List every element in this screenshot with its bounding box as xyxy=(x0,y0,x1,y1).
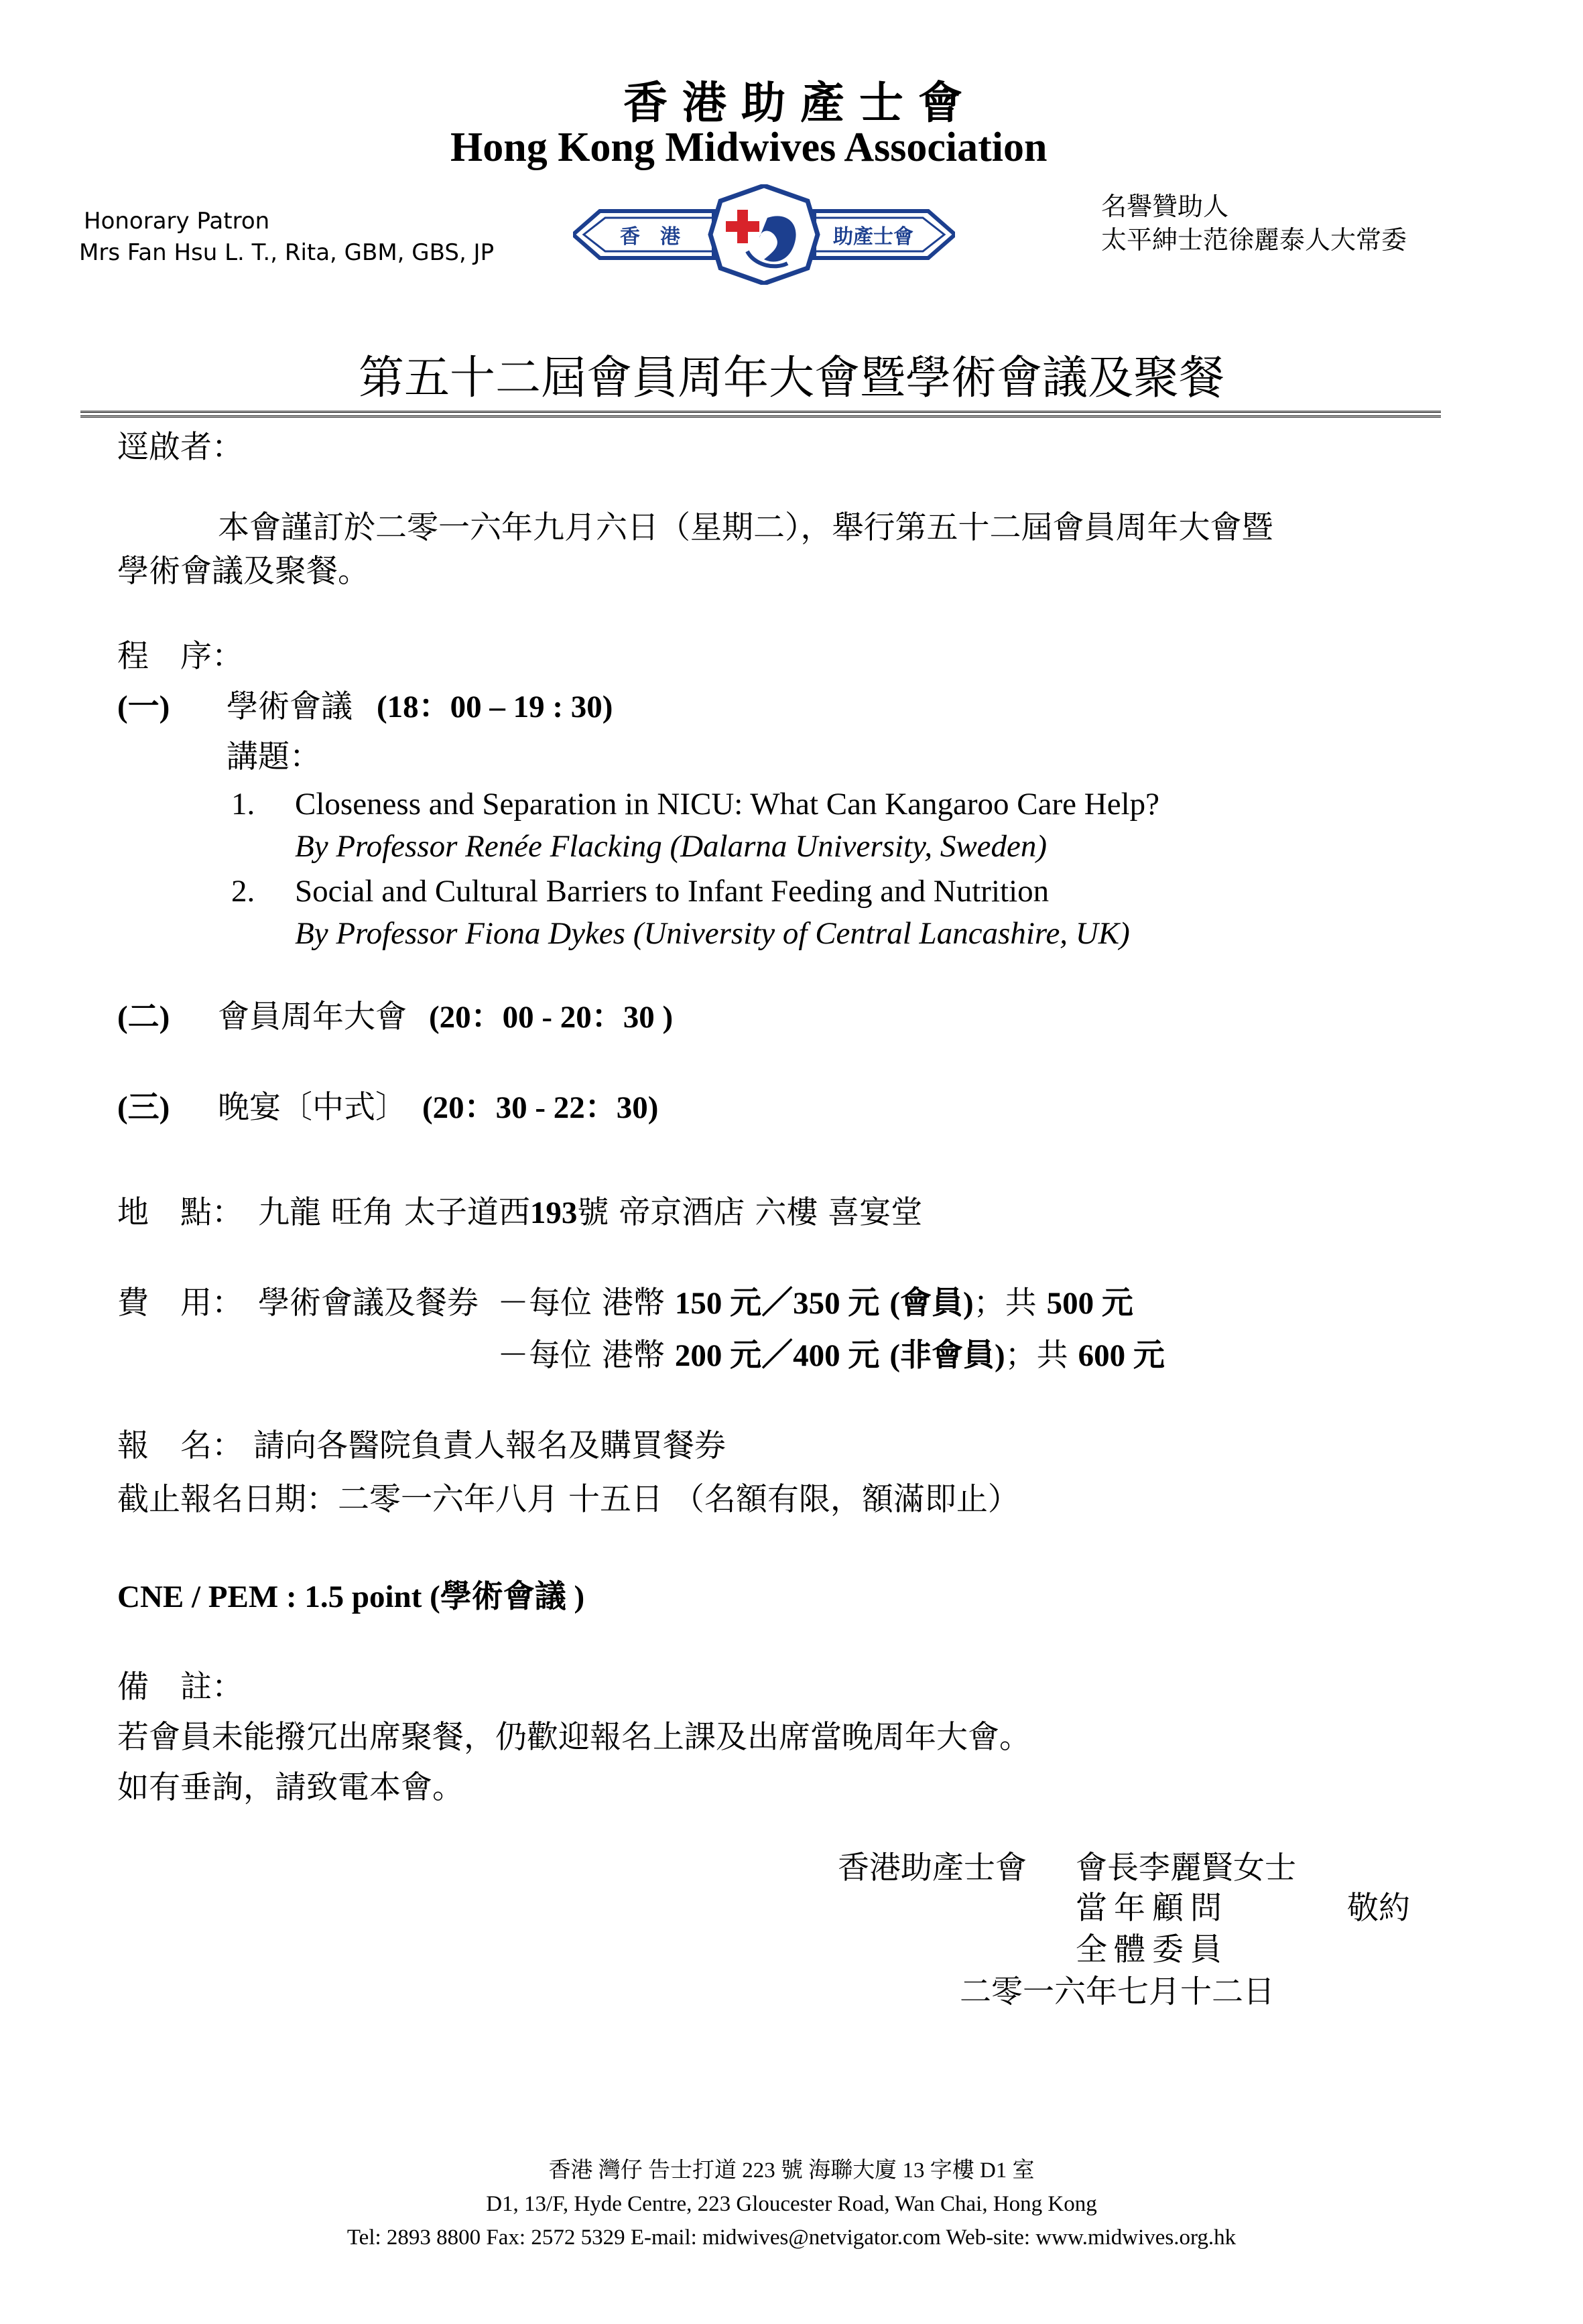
title-divider xyxy=(80,411,1441,417)
venue-hall: 喜宴堂 xyxy=(828,1194,923,1231)
signature-date: 二零一六年七月十二日 xyxy=(960,1974,1275,2010)
talk-1-title: Closeness and Separation in NICU: What Can Kangaroo Care Help? xyxy=(295,787,1159,822)
org-chinese-name: 香港助產士會 xyxy=(623,79,977,128)
fees-label: 費 用： xyxy=(117,1285,243,1321)
item1-label: 學術會議 xyxy=(227,688,353,725)
fees-nonmember-line: －每位 港幣 200 元／400 元 (非會員)；共 600 元 xyxy=(497,1337,1165,1374)
talk-2-speaker: By Professor Fiona Dykes (University of Central Lancashire, UK) xyxy=(295,916,1130,951)
footer-address-en: D1, 13/F, Hyde Centre, 223 Gloucester Road, Wan Chai, Hong Kong xyxy=(486,2192,1097,2216)
item1-number: (一) xyxy=(117,690,170,724)
registration-deadline: 截止報名日期：二零一六年八月 十五日 （名額有限，額滿即止） xyxy=(117,1481,1019,1518)
cne-points: CNE / PEM : 1.5 point (學術會議 ) xyxy=(117,1579,585,1614)
logo-left-text: 香 港 xyxy=(620,225,680,249)
venue-hotel: 帝京酒店 xyxy=(619,1194,745,1231)
item3-number: (三) xyxy=(117,1090,170,1125)
venue-label: 地 點： xyxy=(117,1194,243,1231)
item3-time: (20：30 - 22：30) xyxy=(422,1090,659,1125)
signature-committee: 全體委員 xyxy=(1076,1931,1228,1968)
fees-member-line: －每位 港幣 150 元／350 元 (會員)；共 500 元 xyxy=(497,1285,1133,1321)
registration-text: 請向各醫院負責人報名及購買餐券 xyxy=(253,1427,726,1464)
item2-number: (二) xyxy=(117,1000,170,1035)
venue-road: 太子道西 xyxy=(403,1194,530,1231)
venue-floor: 六樓 xyxy=(755,1194,818,1231)
patron-en-title: Honorary Patron xyxy=(84,208,270,235)
talk-2-title: Social and Cultural Barriers to Infant Feeding and Nutrition xyxy=(295,874,1050,909)
signature-org: 香港助產士會 xyxy=(838,1850,1027,1886)
remarks-label: 備 註： xyxy=(117,1669,243,1705)
venue-district: 九龍 xyxy=(258,1194,321,1231)
venue-area: 旺角 xyxy=(330,1194,394,1231)
document-title: 第五十二屆會員周年大會暨學術會議及聚餐 xyxy=(359,352,1225,405)
venue-number: 193 xyxy=(529,1196,578,1230)
item3-label: 晚宴〔中式〕 xyxy=(218,1089,407,1126)
patron-cn-title: 名譽贊助人 xyxy=(1101,192,1229,221)
topics-label: 講題： xyxy=(227,738,321,775)
venue-number-suffix: 號 xyxy=(577,1194,609,1231)
footer-address-cn: 香港 灣仔 告士打道 223 號 海聯大廈 13 字樓 D1 室 xyxy=(548,2158,1035,2183)
remarks-line-2: 如有垂詢，請致電本會。 xyxy=(117,1769,464,1806)
signature-closing: 敬約 xyxy=(1347,1890,1410,1927)
item2-time: (20：00 - 20：30 ) xyxy=(429,1000,674,1035)
talk-2-number: 2. xyxy=(231,874,255,909)
association-logo xyxy=(573,184,955,285)
talk-1-speaker: By Professor Renée Flacking (Dalarna University, Sweden) xyxy=(295,829,1048,864)
programme-heading: 程 序： xyxy=(117,638,243,675)
patron-en-name: Mrs Fan Hsu L. T., Rita, GBM, GBS, JP xyxy=(79,239,495,266)
item2-label: 會員周年大會 xyxy=(218,998,407,1035)
intro-line-1: 本會謹訂於二零一六年九月六日（星期二），舉行第五十二屆會員周年大會暨 xyxy=(218,509,1273,546)
fees-item: 學術會議及餐券 xyxy=(258,1285,479,1321)
logo-right-text: 助產士會 xyxy=(833,225,913,249)
registration-label: 報 名： xyxy=(117,1427,243,1464)
talk-1-number: 1. xyxy=(231,787,255,822)
intro-line-2: 學術會議及聚餐。 xyxy=(117,553,369,590)
signature-chair: 會長李麗賢女士 xyxy=(1076,1850,1296,1886)
item1-time: (18：00 – 19 : 30) xyxy=(377,690,613,724)
org-english-name: Hong Kong Midwives Association xyxy=(450,125,1048,170)
footer-contact: Tel: 2893 8800 Fax: 2572 5329 E-mail: midwives@netvigator.com Web-site: www.midwives.org.hk xyxy=(346,2225,1237,2250)
remarks-line-1: 若會員未能撥冗出席聚餐，仍歡迎報名上課及出席當晚周年大會。 xyxy=(117,1719,1031,1756)
salutation: 逕啟者： xyxy=(117,429,243,466)
signature-advisors: 當年顧問 xyxy=(1076,1890,1228,1927)
patron-cn-name: 太平紳士范徐麗泰人大常委 xyxy=(1101,225,1407,255)
venue-text xyxy=(258,1193,922,1233)
